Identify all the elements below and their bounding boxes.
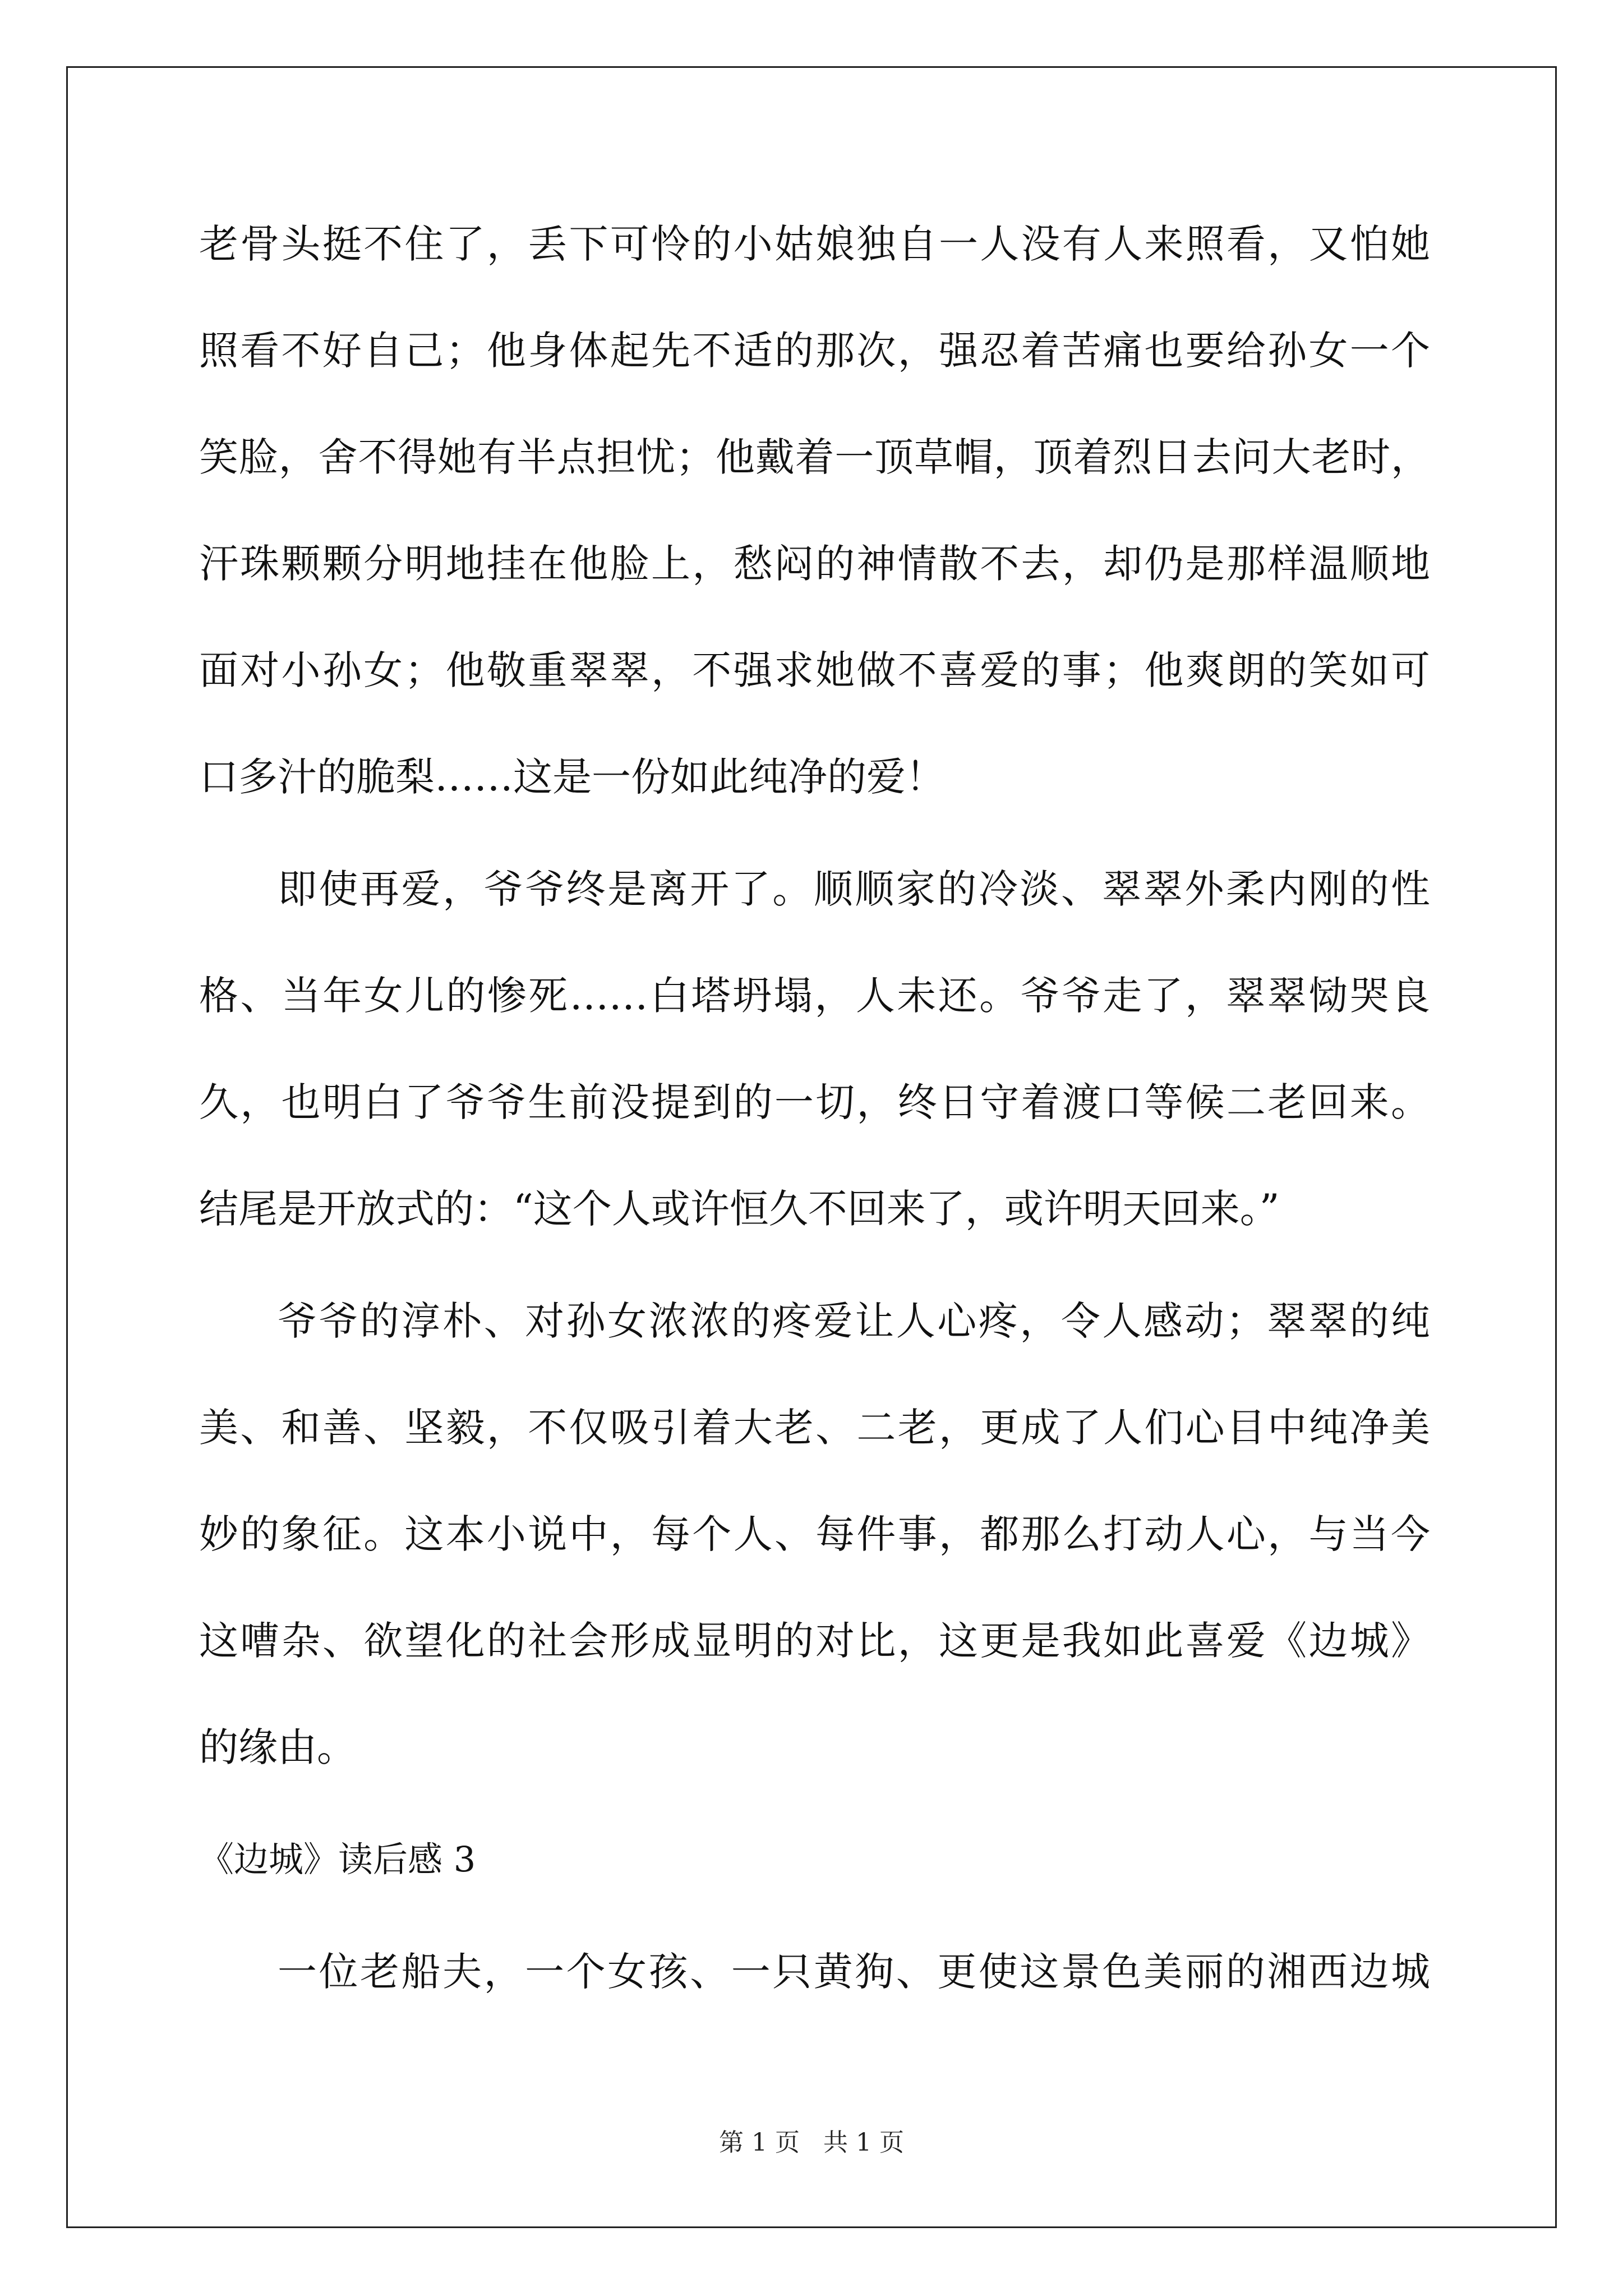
section-heading: 《边城》读后感 3 [199,1839,476,1880]
text-line: 笑脸，舍不得她有半点担忧；他戴着一顶草帽，顶着烈日去问大老时， [199,434,1430,480]
page-border [66,66,1557,2228]
text-line: 爷爷的淳朴、对孙女浓浓的疼爱让人心疼，令人感动；翠翠的纯 [278,1298,1430,1344]
text-line: 老骨头挺不住了，丢下可怜的小姑娘独自一人没有人来照看，又怕她 [199,221,1430,267]
text-line: 一位老船夫，一个女孩、一只黄狗、更使这景色美丽的湘西边城 [278,1949,1430,1995]
text-line: 格、当年女儿的惨死……白塔坍塌，人未还。爷爷走了，翠翠恸哭良 [199,973,1430,1019]
text-line: 汗珠颗颗分明地挂在他脸上，愁闷的神情散不去，却仍是那样温顺地 [199,541,1430,587]
text-line: 照看不好自己；他身体起先不适的那次，强忍着苦痛也要给孙女一个 [199,328,1430,374]
text-line: 即使再爱，爷爷终是离开了。顺顺家的冷淡、翠翠外柔内刚的性 [278,866,1430,912]
text-line: 的缘由。 [199,1724,356,1770]
text-line: 妙的象征。这本小说中，每个人、每件事，都那么打动人心，与当今 [199,1511,1430,1557]
text-line: 面对小孙女；他敬重翠翠，不强求她做不喜爱的事；他爽朗的笑如可 [199,647,1430,693]
text-line: 久，也明白了爷爷生前没提到的一切，终日守着渡口等候二老回来。 [199,1079,1430,1125]
page-footer: 第 1 页 共 1 页 [719,2128,904,2157]
text-line: 美、和善、坚毅，不仅吸引着大老、二老，更成了人们心目中纯净美 [199,1405,1430,1451]
text-line: 口多汁的脆梨……这是一份如此纯净的爱！ [199,754,945,800]
text-line: 结尾是开放式的：“这个人或许恒久不回来了，或许明天回来。” [199,1186,1280,1232]
text-line: 这嘈杂、欲望化的社会形成显明的对比，这更是我如此喜爱《边城》 [199,1618,1430,1664]
